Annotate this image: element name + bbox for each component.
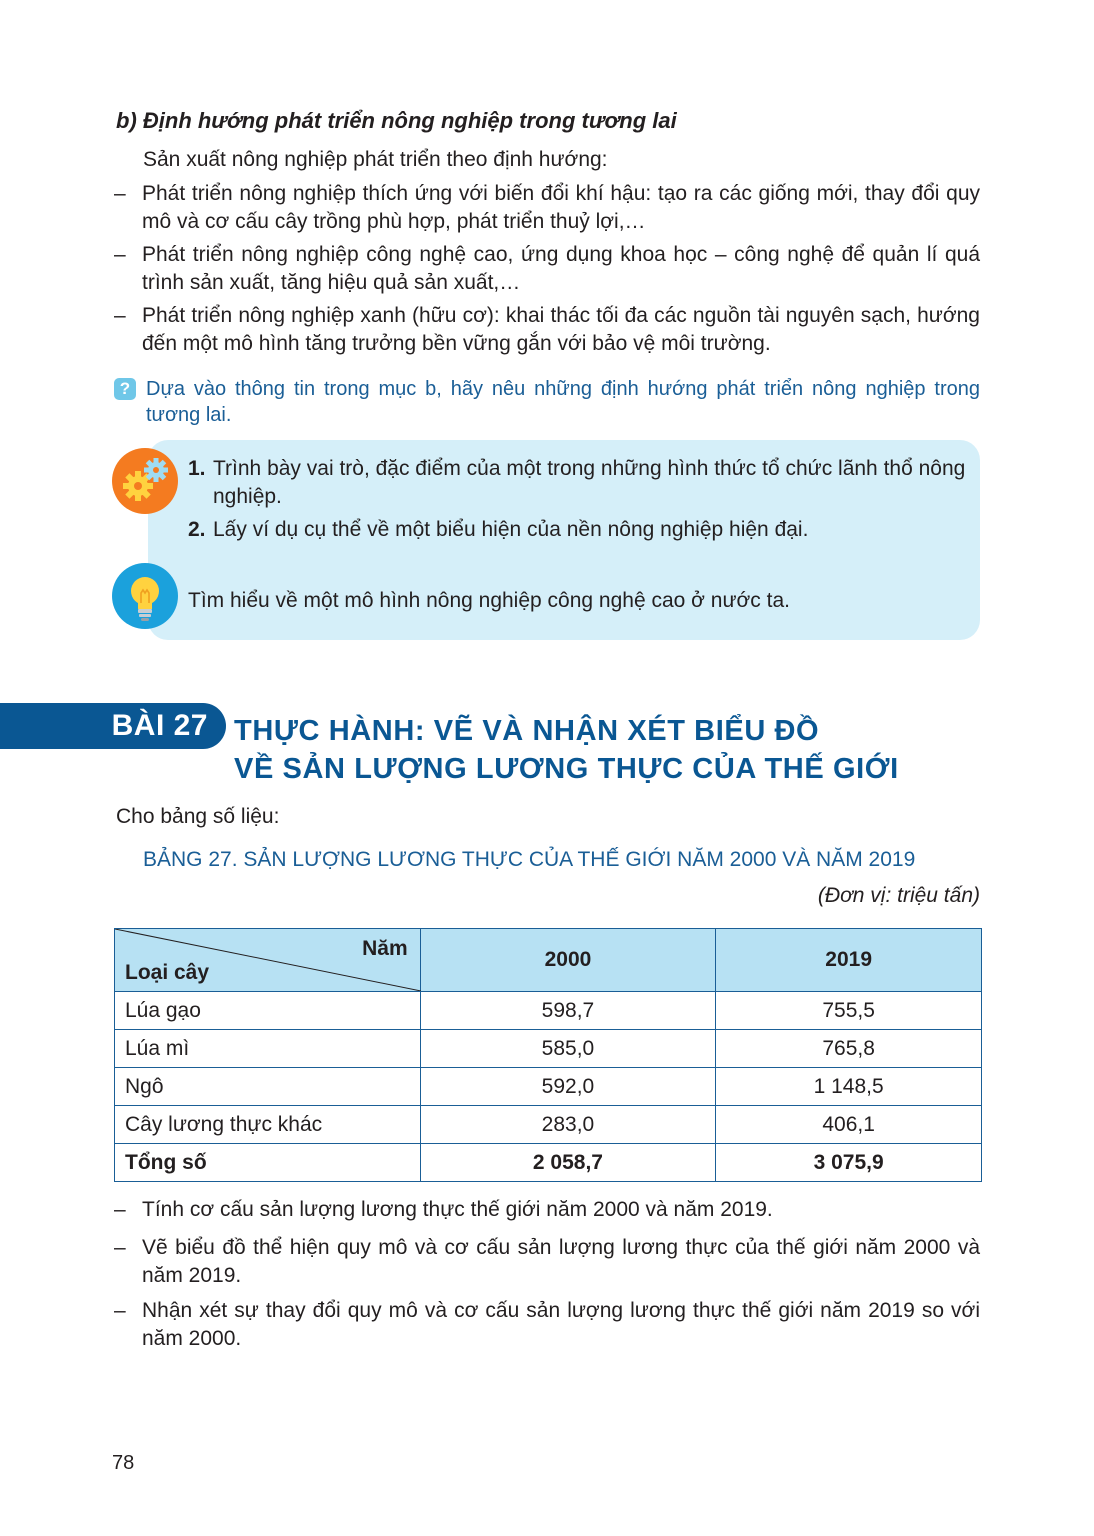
value-2019: 1 148,5 (716, 1068, 982, 1106)
list-item-text: Phát triển nông nghiệp công nghệ cao, ứng dụng khoa học – công nghệ để quản lí quá trình sản xuất, tăng hiệu quả sản xuất,… (142, 243, 980, 294)
table-row (115, 1030, 982, 1068)
section-intro: Sản xuất nông nghiệp phát triển theo định hướng: (143, 148, 608, 171)
bullet-dash: – (114, 1198, 126, 1221)
table-row (115, 1068, 982, 1106)
task-item (114, 1196, 980, 1224)
lesson-number-tab: BÀI 27 (0, 703, 226, 749)
row-label: Lúa gạo (115, 992, 421, 1030)
list-item-text: Phát triển nông nghiệp xanh (hữu cơ): khai thác tối đa các nguồn tài nguyên sạch, hướng đến một mô hình tăng trưởng bền vững gắn với bảo vệ môi trường. (142, 304, 980, 355)
practice-item-number: 2. (188, 518, 206, 541)
list-item (114, 241, 980, 297)
list-item-text: Phát triển nông nghiệp thích ứng với biến đổi khí hậu: tạo ra các giống mới, thay đổi quy mô và cơ cấu cây trồng phù hợp, phát triển thuỷ lợi,… (142, 182, 980, 233)
total-2019: 3 075,9 (716, 1144, 982, 1182)
table-corner-header (115, 929, 421, 992)
task-text: Tính cơ cấu sản lượng lương thực thế giới năm 2000 và năm 2019. (142, 1198, 773, 1221)
lesson-title (234, 712, 899, 788)
value-2000: 585,0 (420, 1030, 716, 1068)
table-header-row (115, 929, 982, 992)
table-total-row (115, 1144, 982, 1182)
question-icon: ? (114, 378, 136, 400)
year-header-label: Năm (362, 937, 408, 960)
practice-item (188, 455, 968, 511)
task-text: Nhận xét sự thay đổi quy mô và cơ cấu sản lượng lương thực thế giới năm 2019 so với năm 2000. (142, 1299, 980, 1350)
practice-item-text: Lấy ví dụ cụ thể về một biểu hiện của nền nông nghiệp hiện đại. (213, 518, 809, 541)
task-item (114, 1234, 980, 1290)
value-2019: 406,1 (716, 1106, 982, 1144)
gear-icon (112, 448, 178, 514)
total-label: Tổng số (115, 1144, 421, 1182)
value-2019: 755,5 (716, 992, 982, 1030)
bullet-dash: – (114, 1236, 126, 1259)
bullet-dash: – (114, 1299, 126, 1322)
row-label: Ngô (115, 1068, 421, 1106)
bullet-dash: – (114, 182, 126, 205)
value-2019: 765,8 (716, 1030, 982, 1068)
list-item (114, 302, 980, 358)
row-label: Lúa mì (115, 1030, 421, 1068)
data-table (114, 928, 982, 1182)
task-text: Vẽ biểu đồ thể hiện quy mô và cơ cấu sản lượng lương thực của thế giới năm 2000 và năm 2019. (142, 1236, 980, 1287)
practice-item-number: 1. (188, 457, 206, 480)
page-number: 78 (112, 1452, 135, 1474)
task-item (114, 1297, 980, 1353)
bullet-dash: – (114, 243, 126, 266)
column-header-2019: 2019 (716, 929, 982, 992)
section-heading: b) Định hướng phát triển nông nghiệp trong tương lai (116, 108, 677, 133)
lesson-title-line: VỀ SẢN LƯỢNG LƯƠNG THỰC CỦA THẾ GIỚI (234, 753, 899, 785)
table-caption: BẢNG 27. SẢN LƯỢNG LƯƠNG THỰC CỦA THẾ GIỚI NĂM 2000 VÀ NĂM 2019 (143, 848, 916, 871)
value-2000: 592,0 (420, 1068, 716, 1106)
value-2000: 598,7 (420, 992, 716, 1030)
practice-item (188, 516, 968, 544)
lesson-title-line: THỰC HÀNH: VẼ VÀ NHẬN XÉT BIỂU ĐỒ (234, 715, 820, 747)
table-unit: (Đơn vị: triệu tấn) (817, 884, 980, 907)
value-2000: 283,0 (420, 1106, 716, 1144)
question-block (114, 376, 980, 428)
question-text: Dựa vào thông tin trong mục b, hãy nêu những định hướng phát triển nông nghiệp trong tương lai. (146, 378, 980, 426)
list-item (114, 180, 980, 236)
table-row (115, 992, 982, 1030)
total-2000: 2 058,7 (420, 1144, 716, 1182)
crop-type-header-label: Loại cây (125, 961, 210, 984)
practice-item-text: Trình bày vai trò, đặc điểm của một trong những hình thức tổ chức lãnh thổ nông nghiệp. (213, 457, 966, 508)
row-label: Cây lương thực khác (115, 1106, 421, 1144)
bullet-dash: – (114, 304, 126, 327)
column-header-2000: 2000 (420, 929, 716, 992)
table-row (115, 1106, 982, 1144)
lightbulb-icon (112, 563, 178, 629)
given-data-label: Cho bảng số liệu: (116, 805, 280, 828)
application-text: Tìm hiểu về một mô hình nông nghiệp công nghệ cao ở nước ta. (188, 589, 790, 612)
